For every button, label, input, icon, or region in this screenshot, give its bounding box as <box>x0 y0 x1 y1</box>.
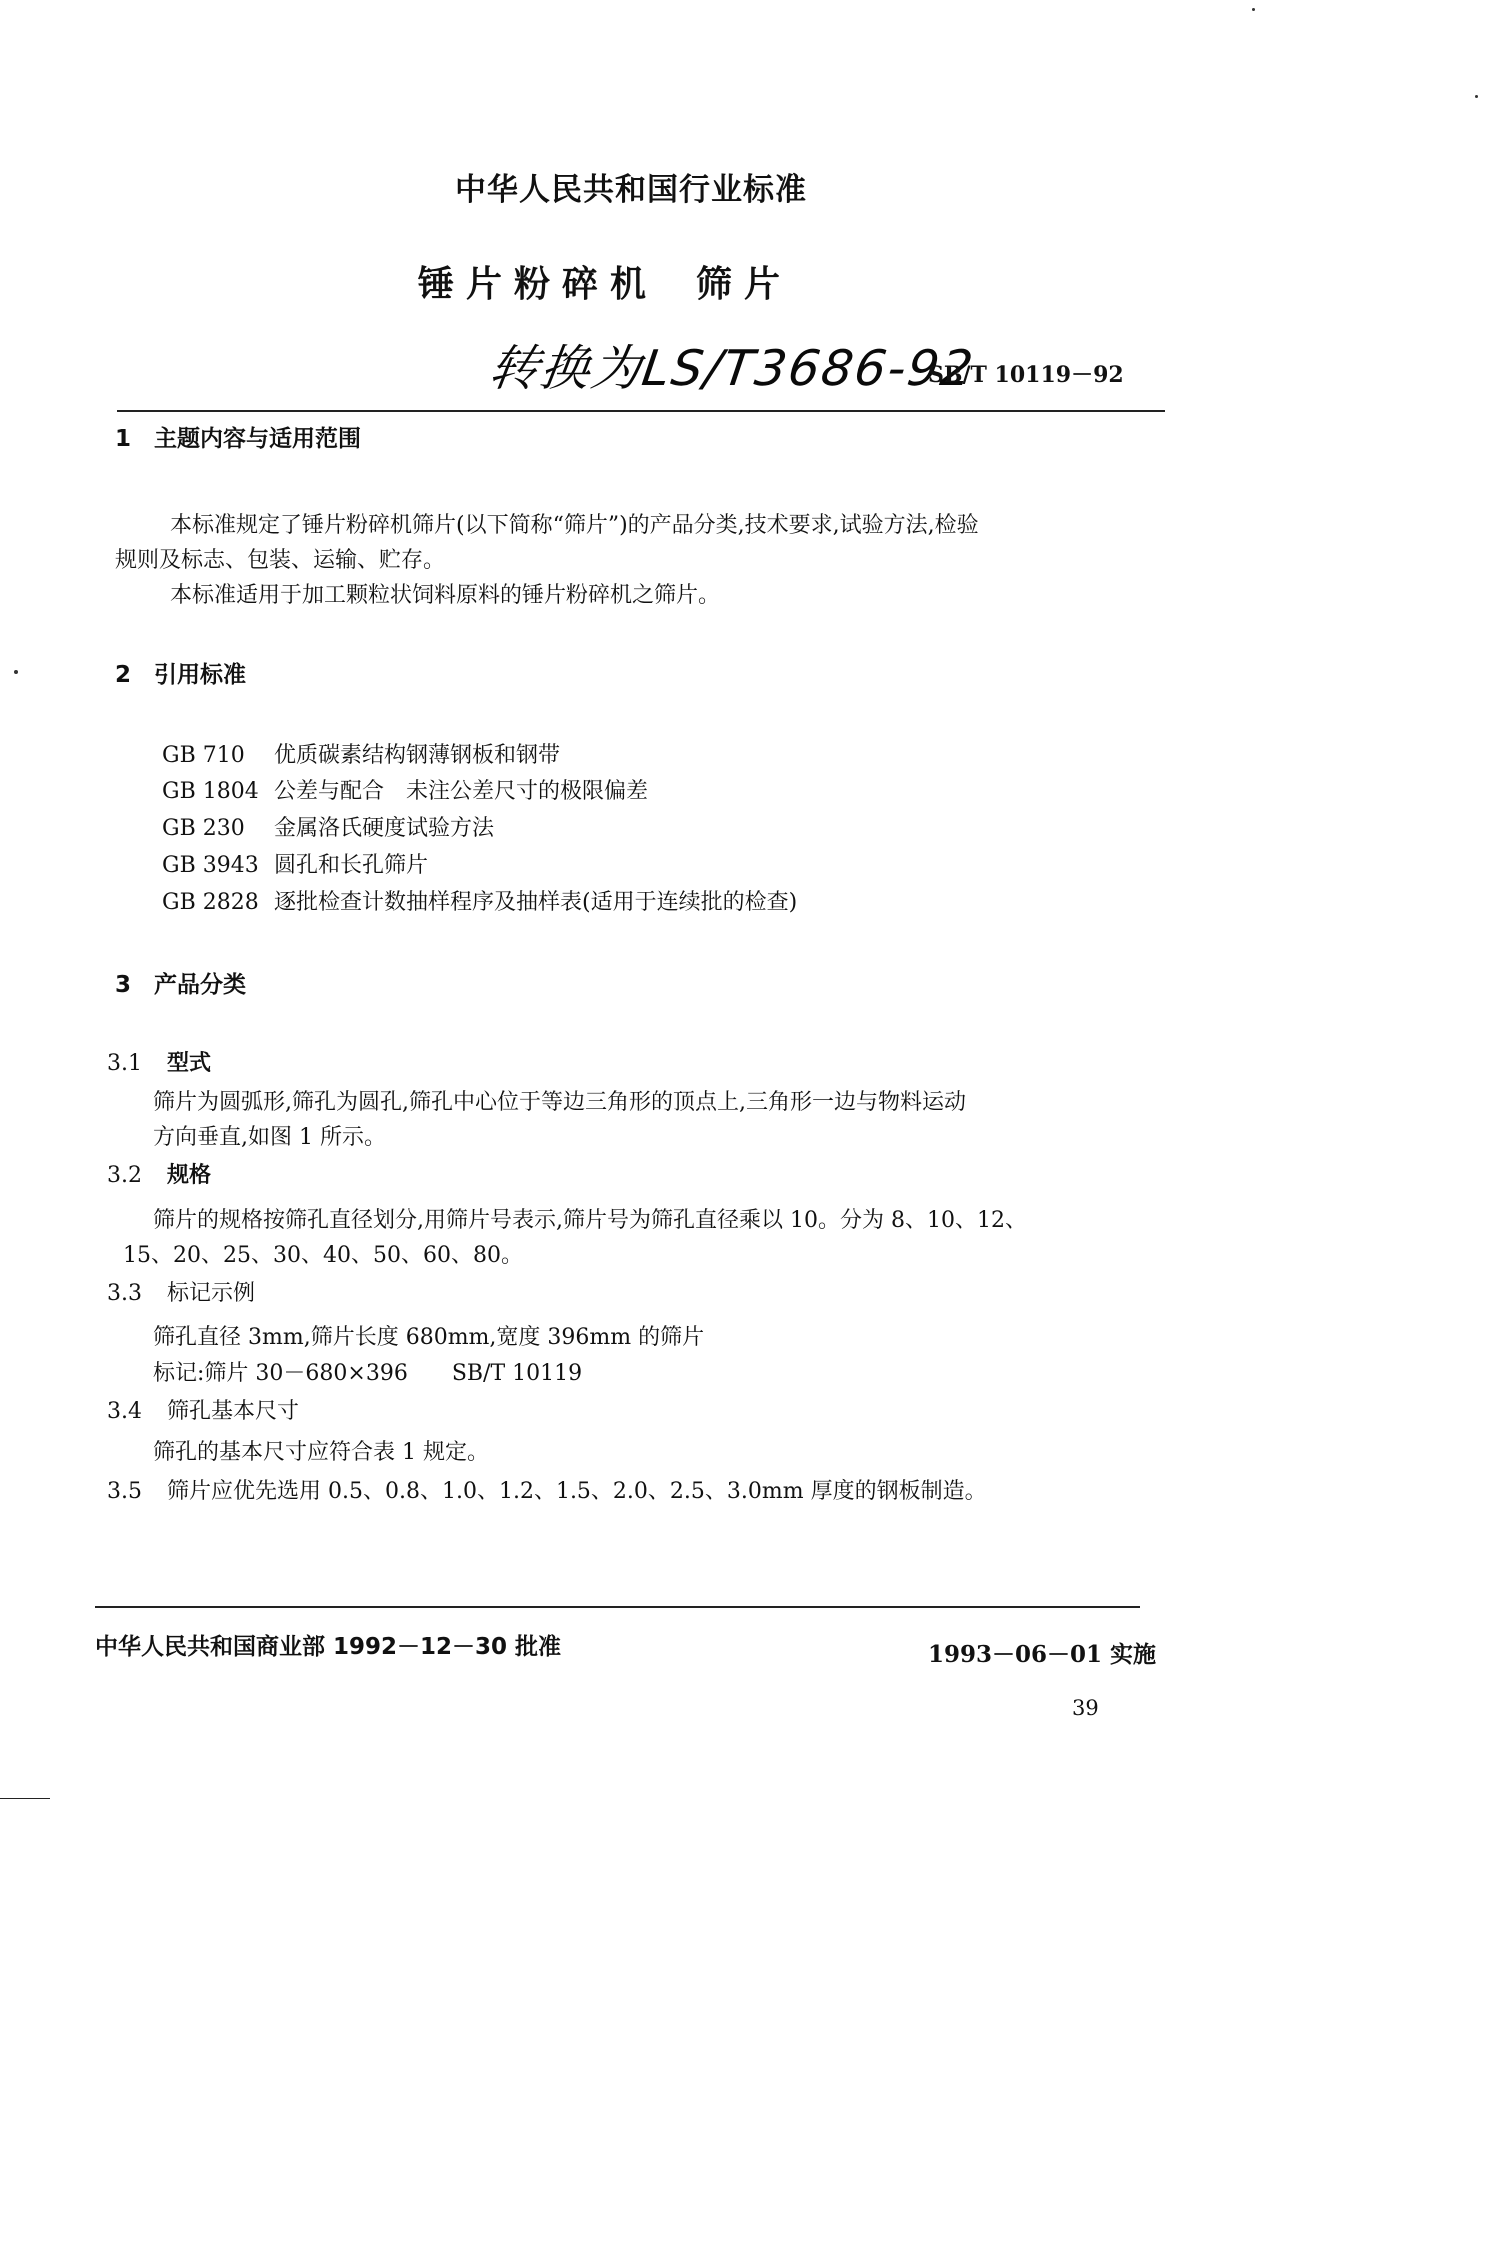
reference-code: GB 710 <box>162 743 245 768</box>
section-2-heading: 2 引用标准 <box>115 662 247 688</box>
subsection-3-5 <box>107 1474 987 1505</box>
reference-item <box>162 738 560 769</box>
reference-item <box>162 811 494 842</box>
reference-item <box>162 774 648 805</box>
subsection-number: 3.1 <box>107 1051 142 1076</box>
section-1-paragraph-1-line-1: 本标准规定了锤片粉碎机筛片(以下简称“筛片”)的产品分类,技术要求,试验方法,检验 <box>170 513 979 538</box>
document-title <box>418 256 792 307</box>
subsection-3-3-line-2: 标记:筛片 30－680×396 SB/T 10119 <box>153 1361 583 1386</box>
subsection-3-1-heading <box>107 1046 211 1077</box>
header-rule <box>117 410 1165 412</box>
reference-item <box>162 885 797 916</box>
reference-title: 逐批检查计数抽样程序及抽样表(适用于连续批的检查) <box>274 890 798 915</box>
page-number: 39 <box>1072 1696 1099 1720</box>
subsection-3-4-line-1: 筛孔的基本尺寸应符合表 1 规定。 <box>153 1440 489 1465</box>
reference-code: GB 230 <box>162 816 245 841</box>
subsection-title: 型式 <box>167 1051 212 1076</box>
subsection-3-3-line-1: 筛孔直径 3mm,筛片长度 680mm,宽度 396mm 的筛片 <box>153 1325 705 1350</box>
subsection-title: 标记示例 <box>167 1281 256 1306</box>
subsection-number: 3.2 <box>107 1163 142 1188</box>
subsection-number: 3.3 <box>107 1281 142 1306</box>
section-1-heading: 1 主题内容与适用范围 <box>115 426 362 452</box>
subsection-3-1-line-2: 方向垂直,如图 1 所示。 <box>153 1125 386 1150</box>
reference-title: 圆孔和长孔筛片 <box>274 853 429 878</box>
scan-speck <box>1252 8 1255 11</box>
standard-code: SB/T 10119－92 <box>928 362 1124 388</box>
reference-code: GB 2828 <box>162 890 259 915</box>
scan-speck <box>1475 95 1478 98</box>
subsection-3-4-heading <box>107 1394 299 1425</box>
handwritten-conversion-note: 转换为LS/T3686-92 <box>485 340 979 397</box>
subsection-3-2-line-1: 筛片的规格按筛孔直径划分,用筛片号表示,筛片号为筛孔直径乘以 10。分为 8、10、12、 <box>153 1208 1027 1233</box>
subsection-3-3-heading <box>107 1276 255 1307</box>
subsection-3-2-line-2: 15、20、25、30、40、50、60、80。 <box>123 1243 523 1268</box>
approval-line: 中华人民共和国商业部 1992－12－30 批准 <box>95 1634 562 1660</box>
section-1-paragraph-1-line-2: 规则及标志、包装、运输、贮存。 <box>115 548 446 573</box>
reference-code: GB 1804 <box>162 779 259 804</box>
subsection-3-1-line-1: 筛片为圆弧形,筛孔为圆孔,筛孔中心位于等边三角形的顶点上,三角形一边与物料运动 <box>153 1090 966 1115</box>
section-1-paragraph-2: 本标准适用于加工颗粒状饲料原料的锤片粉碎机之筛片。 <box>170 583 721 608</box>
issuing-authority-heading: 中华人民共和国行业标准 <box>455 172 807 208</box>
scan-speck <box>14 670 18 674</box>
reference-item <box>162 848 428 879</box>
reference-title: 公差与配合 未注公差尺寸的极限偏差 <box>274 779 649 804</box>
scan-edge-mark <box>0 1798 50 1799</box>
effective-date: 1993－06－01 实施 <box>928 1641 1157 1668</box>
subsection-text: 筛片应优先选用 0.5、0.8、1.0、1.2、1.5、2.0、2.5、3.0mm 厚度的钢板制造。 <box>167 1479 987 1504</box>
subsection-3-2-heading <box>107 1158 211 1189</box>
subsection-number: 3.5 <box>107 1479 142 1504</box>
title-part-2: 筛片 <box>696 264 793 305</box>
reference-title: 优质碳素结构钢薄钢板和钢带 <box>274 743 561 768</box>
reference-title: 金属洛氏硬度试验方法 <box>274 816 495 841</box>
section-3-heading: 3 产品分类 <box>115 972 247 998</box>
title-part-1: 锤片粉碎机 <box>418 264 659 305</box>
subsection-number: 3.4 <box>107 1399 142 1424</box>
reference-code: GB 3943 <box>162 853 259 878</box>
footer-rule <box>95 1606 1140 1608</box>
subsection-title: 筛孔基本尺寸 <box>167 1399 300 1424</box>
subsection-title: 规格 <box>167 1163 212 1188</box>
